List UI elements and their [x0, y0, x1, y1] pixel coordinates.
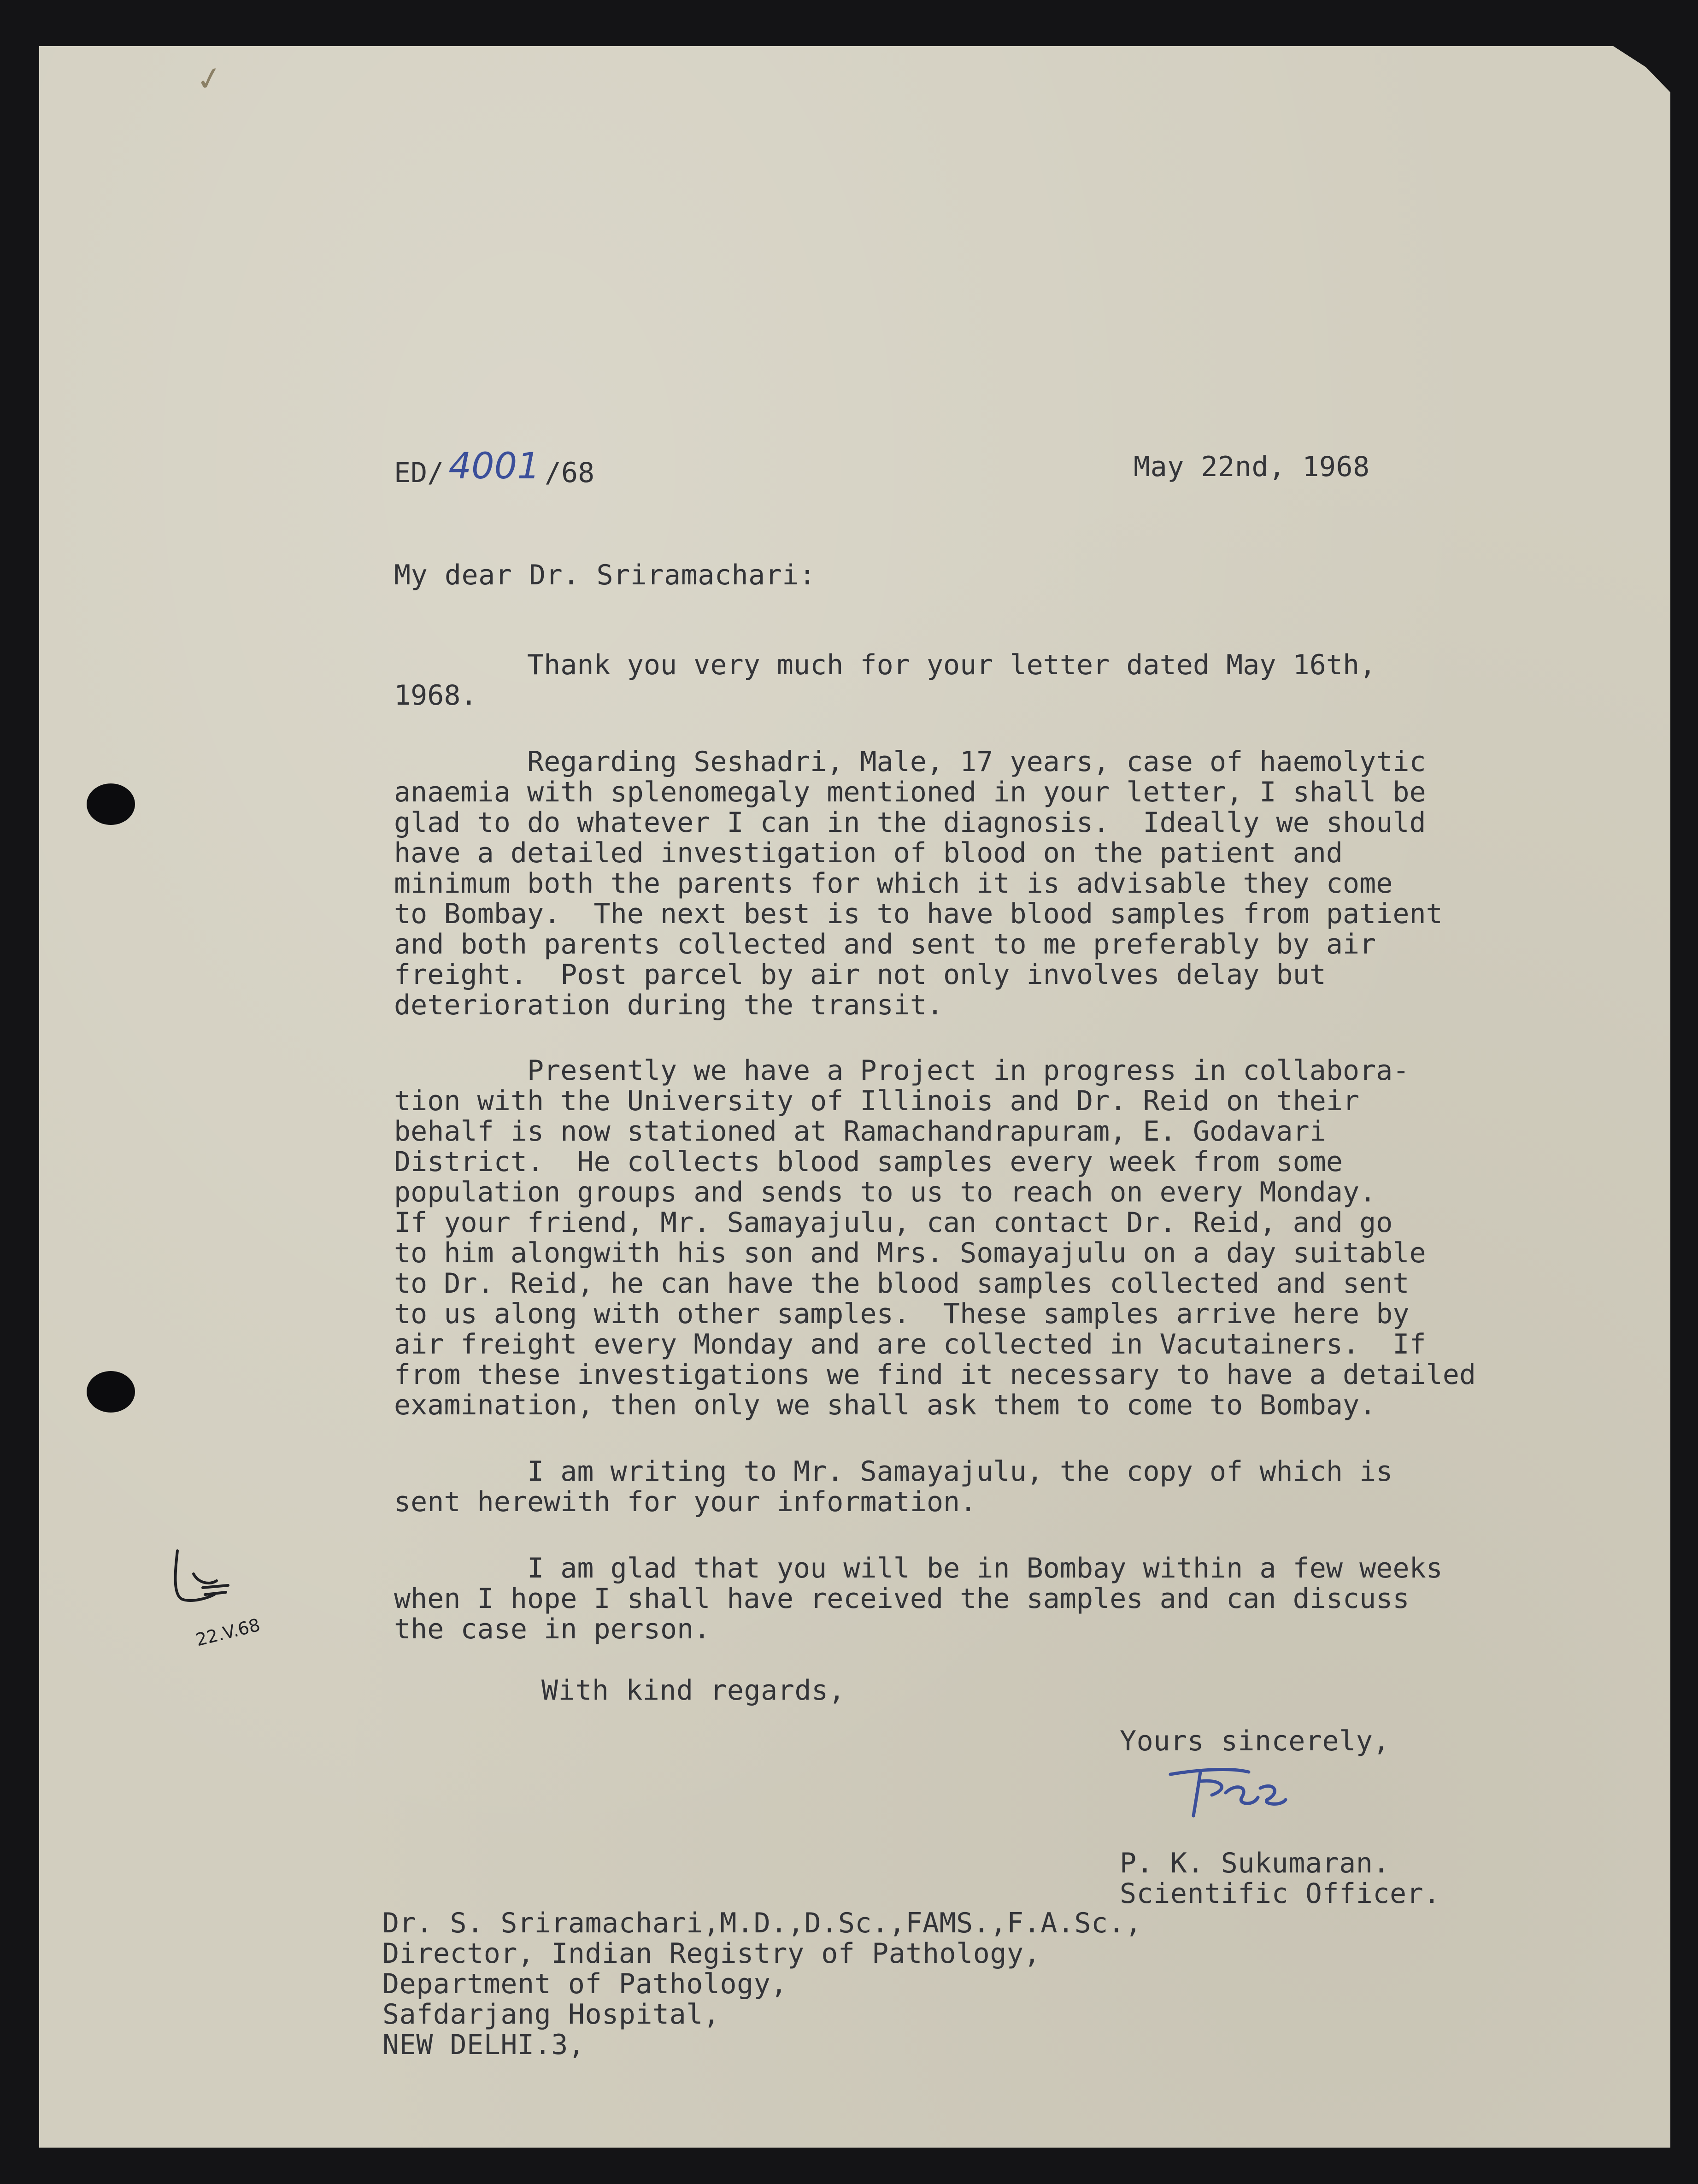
ref-prefix: ED/: [394, 457, 444, 489]
paragraph-1: Thank you very much for your letter dated May 16th, 1968.: [394, 649, 1376, 712]
corner-mark: ✓: [193, 58, 226, 100]
recipient-line-5: NEW DELHI.3,: [382, 2029, 585, 2061]
paragraph-4: I am writing to Mr. Samayajulu, the copy of which is sent herewith for your information.: [394, 1455, 1393, 1518]
paragraph-3: Presently we have a Project in progress in collabora- tion with the University of Illinois and Dr. Reid on their behalf is now stationed at Ramachandrapuram, E. Godavari District. He collects blood samples every week from some population groups and sends to us to reach on every Monday. If your friend, Mr. Samayajulu, can contact Dr. Reid, and go to him alongwith his son and Mrs. Somayajulu on a day suitable to Dr. Reid, he can have the blood samples collected and sent to us along with other samples. These samples arrive here by air freight every Monday and are collected in Vacutainers. If from these investigations we find it necessary to have a detailed examination, then only we shall ask them to come to Bombay.: [394, 1054, 1476, 1421]
salutation: My dear Dr. Sriramachari:: [394, 559, 816, 591]
ref-suffix: /68: [544, 457, 595, 489]
punch-hole-top: [87, 783, 135, 825]
paragraph-5: I am glad that you will be in Bombay within a few weeks when I hope I shall have received the samples and can discuss the case in person.: [394, 1552, 1443, 1645]
reference-number: [394, 446, 595, 491]
handwritten-signature: [1157, 1760, 1295, 1820]
margin-note-date: 22.V.68: [194, 1614, 262, 1650]
closing: Yours sincerely,: [1120, 1725, 1390, 1757]
recipient-line-4: Safdarjang Hospital,: [382, 1998, 720, 2031]
punch-hole-bottom: [87, 1371, 135, 1413]
letter-date: May 22nd, 1968: [1134, 451, 1370, 483]
recipient-line-1: Dr. S. Sriramachari,M.D.,D.Sc.,FAMS.,F.A.Sc.,: [382, 1907, 1142, 1939]
signatory-title: Scientific Officer.: [1120, 1878, 1440, 1910]
signatory-name: P. K. Sukumaran.: [1120, 1847, 1390, 1879]
margin-initials: [164, 1548, 288, 1654]
kind-regards: With kind regards,: [541, 1674, 846, 1707]
recipient-line-3: Department of Pathology,: [382, 1968, 787, 2000]
ref-handwritten-number: 4001: [448, 446, 540, 487]
recipient-line-2: Director, Indian Registry of Pathology,: [382, 1937, 1041, 1970]
paragraph-2: Regarding Seshadri, Male, 17 years, case of haemolytic anaemia with splenomegaly mentioned in your letter, I shall be glad to do whatever I can in the diagnosis. Ideally we should have a detailed investigation of blood on the patient and minimum both the parents for which it is advisable they come to Bombay. The next best is to have blood samples from patient and both parents collected and sent to me preferably by air freight. Post parcel by air not only involves delay but deterioration during the transit.: [394, 746, 1443, 1021]
